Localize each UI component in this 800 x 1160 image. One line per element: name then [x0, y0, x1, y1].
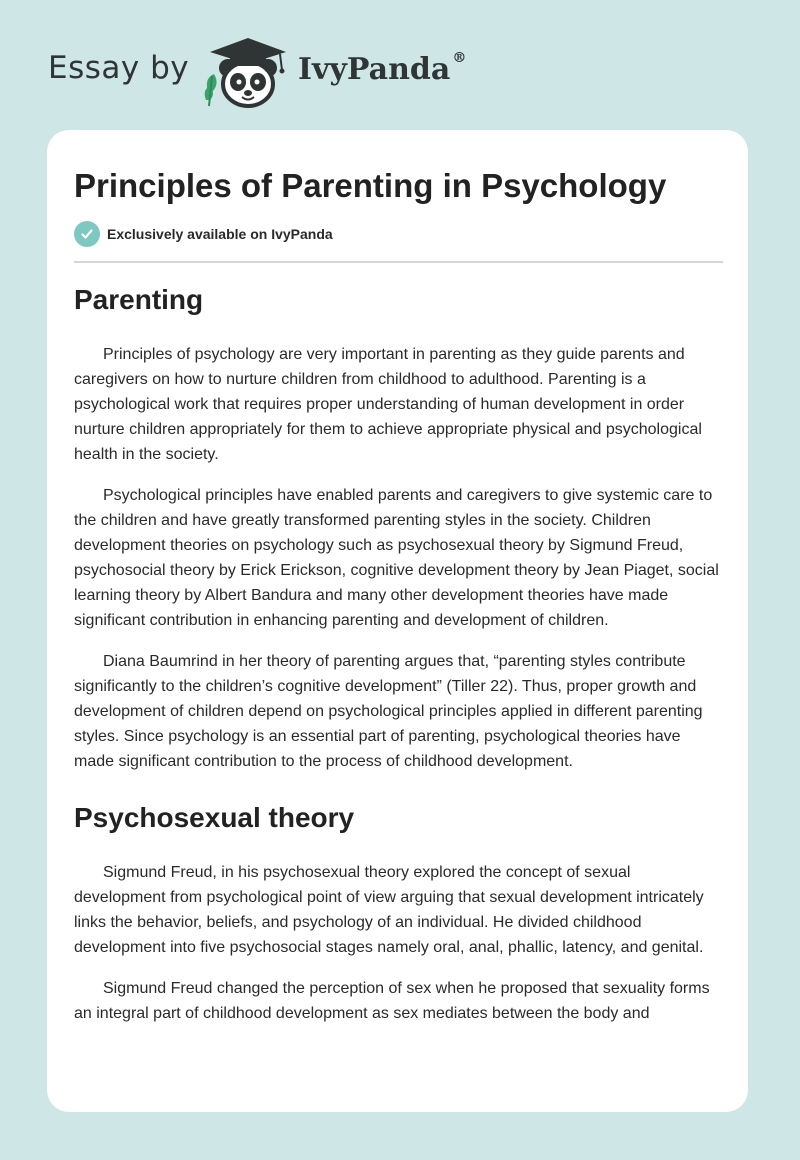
exclusive-badge — [74, 221, 333, 247]
page-title: Principles of Parenting in Psychology — [74, 167, 667, 204]
section-parenting — [74, 280, 723, 774]
essay-body — [74, 280, 723, 1026]
title-divider — [74, 261, 723, 263]
registered-mark: ® — [452, 50, 467, 66]
paragraph: Principles of psychology are very important in parenting as they guide parents and caregivers on how to nurture children from childhood to adulthood. Parenting is a psychological work that requires proper understanding of human development in order nurture children appropriately for them to achieve appropriate physical and psychological health in the society. — [74, 346, 702, 463]
check-circle-icon — [74, 221, 100, 247]
paragraph: Sigmund Freud changed the perception of sex when he proposed that sexuality forms an integral part of childhood development as sex mediates between the body and — [74, 980, 710, 1022]
section-psychosexual-theory — [74, 798, 723, 1026]
exclusive-badge-text: Exclusively available on IvyPanda — [107, 226, 333, 242]
brand-name[interactable]: IvyPanda ® — [298, 50, 467, 87]
brand-header — [48, 30, 468, 114]
paragraph: Sigmund Freud, in his psychosexual theory explored the concept of sexual development from psychological point of view arguing that sexual development intricately links the behavior, beliefs, and psychology of an individual. He divided childhood development into five psychosocial stages namely oral, anal, phallic, latency, and genital. — [74, 864, 704, 956]
panda-logo-icon[interactable] — [200, 34, 296, 110]
essay-card — [47, 130, 748, 1112]
section-heading: Parenting — [74, 284, 204, 315]
paragraph: Psychological principles have enabled parents and caregivers to give systemic care to the children and have greatly transformed parenting styles in the society. Children development theories on psychology such as psychosexual theory by Sigmund Freud, psychosocial theory by Erick Erickson, cognitive development theory by Jean Piaget, social learning theory by Albert Bandura and many other development theories have made significant contribution in enhancing parenting and development of children. — [74, 487, 719, 629]
paragraph: Diana Baumrind in her theory of parenting argues that, “parenting styles contribute significantly to the children’s cognitive development” (Tiller 22). Thus, proper growth and development of children depend on psychological principles applied in different parenting styles. Since psychology is an essential part of parenting, psychological theories have made significant contribution to the process of childhood development. — [74, 653, 703, 770]
brand-prefix: Essay by — [48, 50, 190, 86]
section-heading: Psychosexual theory — [74, 802, 355, 833]
